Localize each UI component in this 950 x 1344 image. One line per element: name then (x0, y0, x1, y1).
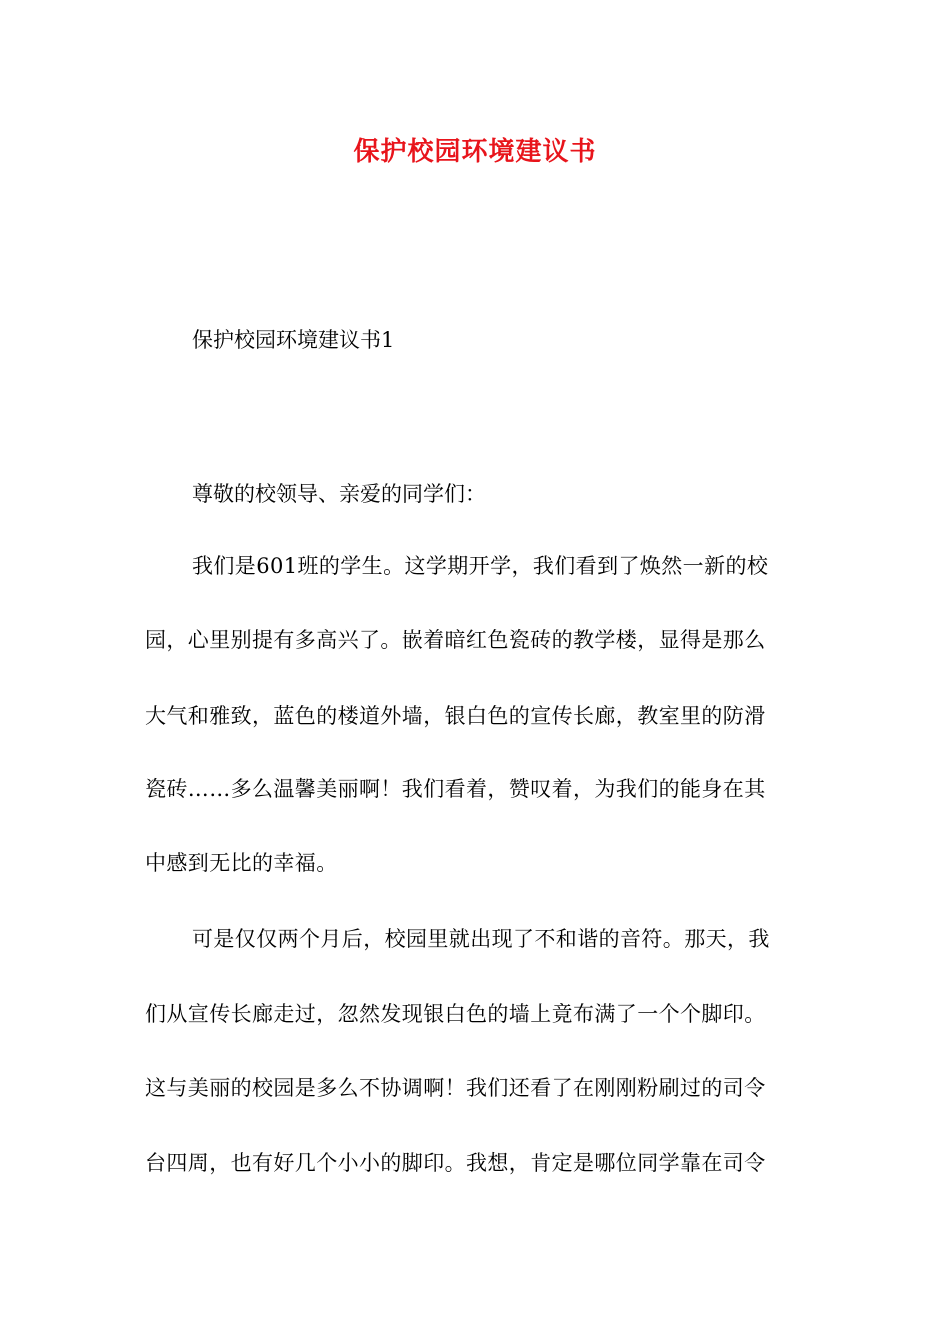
paragraph-line: 这与美丽的校园是多么不协调啊！我们还看了在刚刚粉刷过的司令 (145, 1076, 766, 1100)
salutation: 尊敬的校领导、亲爱的同学们： (192, 482, 486, 506)
paragraph-line: 我们是601班的学生。这学期开学，我们看到了焕然一新的校 (192, 554, 769, 578)
paragraph-line: 们从宣传长廊走过，忽然发现银白色的墙上竟布满了一个个脚印。 (145, 1002, 766, 1026)
paragraph-line: 中感到无比的幸福。 (145, 851, 338, 875)
section-heading: 保护校园环境建议书1 (192, 328, 395, 352)
paragraph-line: 可是仅仅两个月后，校园里就出现了不和谐的音符。那天，我 (192, 927, 770, 951)
paragraph-line: 大气和雅致，蓝色的楼道外墙，银白色的宣传长廊，教室里的防滑 (145, 704, 766, 728)
paragraph-line: 园，心里别提有多高兴了。嵌着暗红色瓷砖的教学楼，显得是那么 (145, 628, 766, 652)
document-title: 保护校园环境建议书 (353, 137, 597, 167)
paragraph-line: 瓷砖……多么温馨美丽啊！我们看着，赞叹着，为我们的能身在其 (145, 777, 766, 801)
paragraph-line: 台四周，也有好几个小小的脚印。我想，肯定是哪位同学靠在司令 (145, 1151, 766, 1175)
